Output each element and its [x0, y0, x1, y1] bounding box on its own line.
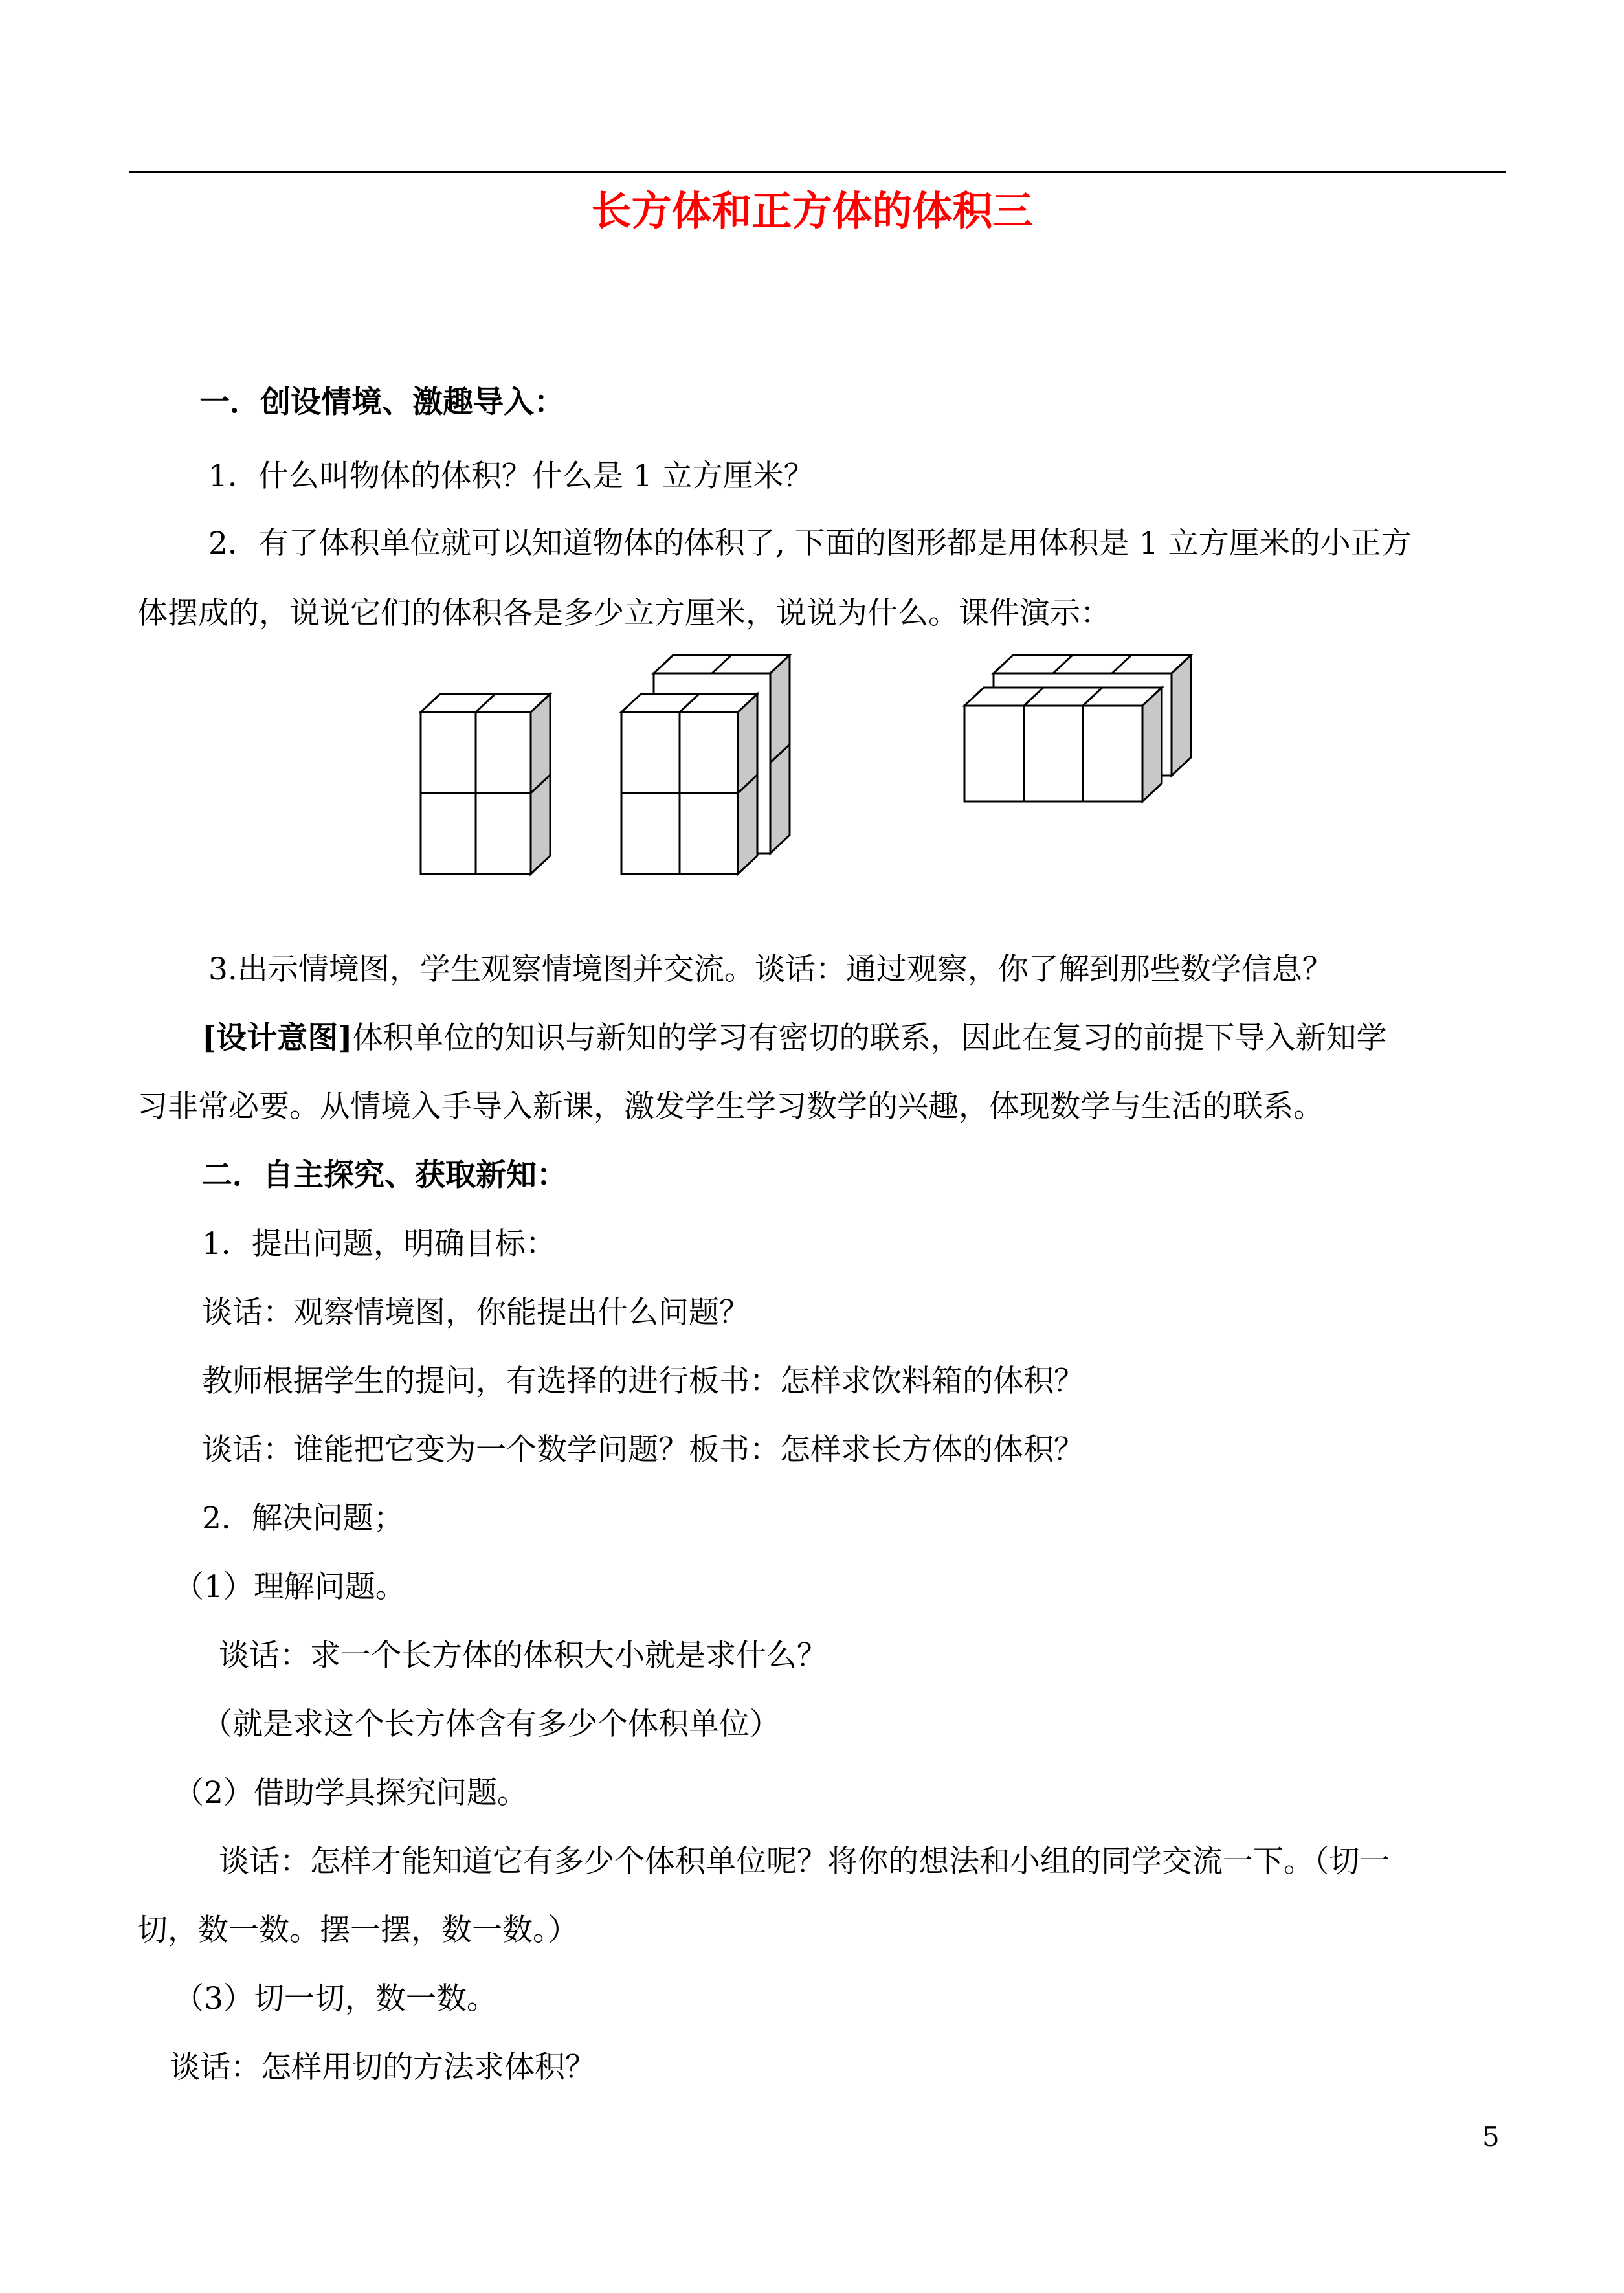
page-number: 5	[1482, 2121, 1500, 2153]
question-2-line-2: 体摆成的，说说它们的体积各是多少立方厘米，说说为什么。课件演示：	[137, 596, 1111, 631]
section-heading-2: 二．自主探究、获取新知：	[202, 1158, 567, 1193]
paragraph: 谈话：怎样用切的方法求体积？	[170, 2050, 595, 2085]
paragraph: 谈话：怎样才能知道它有多少个体积单位呢？将你的想法和小组的同学交流一下。（切一	[219, 1844, 1390, 1879]
design-intent-line-2: 习非常必要。从情境入手导入新课，激发学生学习数学的兴趣，体现数学与生活的联系。	[137, 1089, 1324, 1124]
cube-figure	[0, 654, 1624, 887]
cube-arrangement-2	[621, 655, 790, 874]
cube-arrangement-1	[421, 694, 550, 874]
paragraph: （3）切一切，数一数。	[173, 1981, 497, 2017]
section-heading-1: 一．创设情境、激趣导入：	[199, 385, 564, 420]
design-intent-line-1	[202, 1019, 1386, 1058]
cube-arrangement-3	[964, 655, 1191, 801]
paragraph: 谈话：求一个长方体的体积大小就是求什么？	[219, 1638, 827, 1673]
paragraph: （1）理解问题。	[173, 1569, 406, 1605]
question-3: 3.出示情境图，学生观察情境图并交流。谈话：通过观察，你了解到那些数学信息？	[208, 952, 1333, 987]
paragraph: 教师根据学生的提问，有选择的进行板书：怎样求饮料箱的体积？	[202, 1363, 1084, 1399]
design-intent-text: 体积单位的知识与新知的学习有密切的联系，因此在复习的前提下导入新知学	[352, 1020, 1387, 1056]
question-2-line-1: 2．有了体积单位就可以知道物体的体积了, 下面的图形都是用体积是 1 立方厘米的小正方	[208, 526, 1412, 561]
question-1: 1．什么叫物体的体积？什么是 1 立方厘米？	[208, 458, 814, 494]
page-title: 长方体和正方体的体积三	[591, 187, 1033, 234]
paragraph: （就是求这个长方体含有多少个体积单位）	[202, 1706, 780, 1742]
design-intent-label: [设计意图]	[202, 1020, 353, 1056]
paragraph: 谈话：谁能把它变为一个数学问题？板书：怎样求长方体的体积？	[202, 1432, 1084, 1468]
header-rule	[129, 171, 1506, 173]
paragraph: 2．解决问题；	[202, 1501, 404, 1536]
paragraph: （2）借助学具探究问题。	[173, 1775, 528, 1811]
paragraph: 1．提出问题，明确目标：	[202, 1226, 556, 1262]
paragraph: 谈话：观察情境图，你能提出什么问题？	[202, 1295, 750, 1330]
paragraph: 切，数一数。摆一摆，数一数。）	[137, 1912, 579, 1948]
